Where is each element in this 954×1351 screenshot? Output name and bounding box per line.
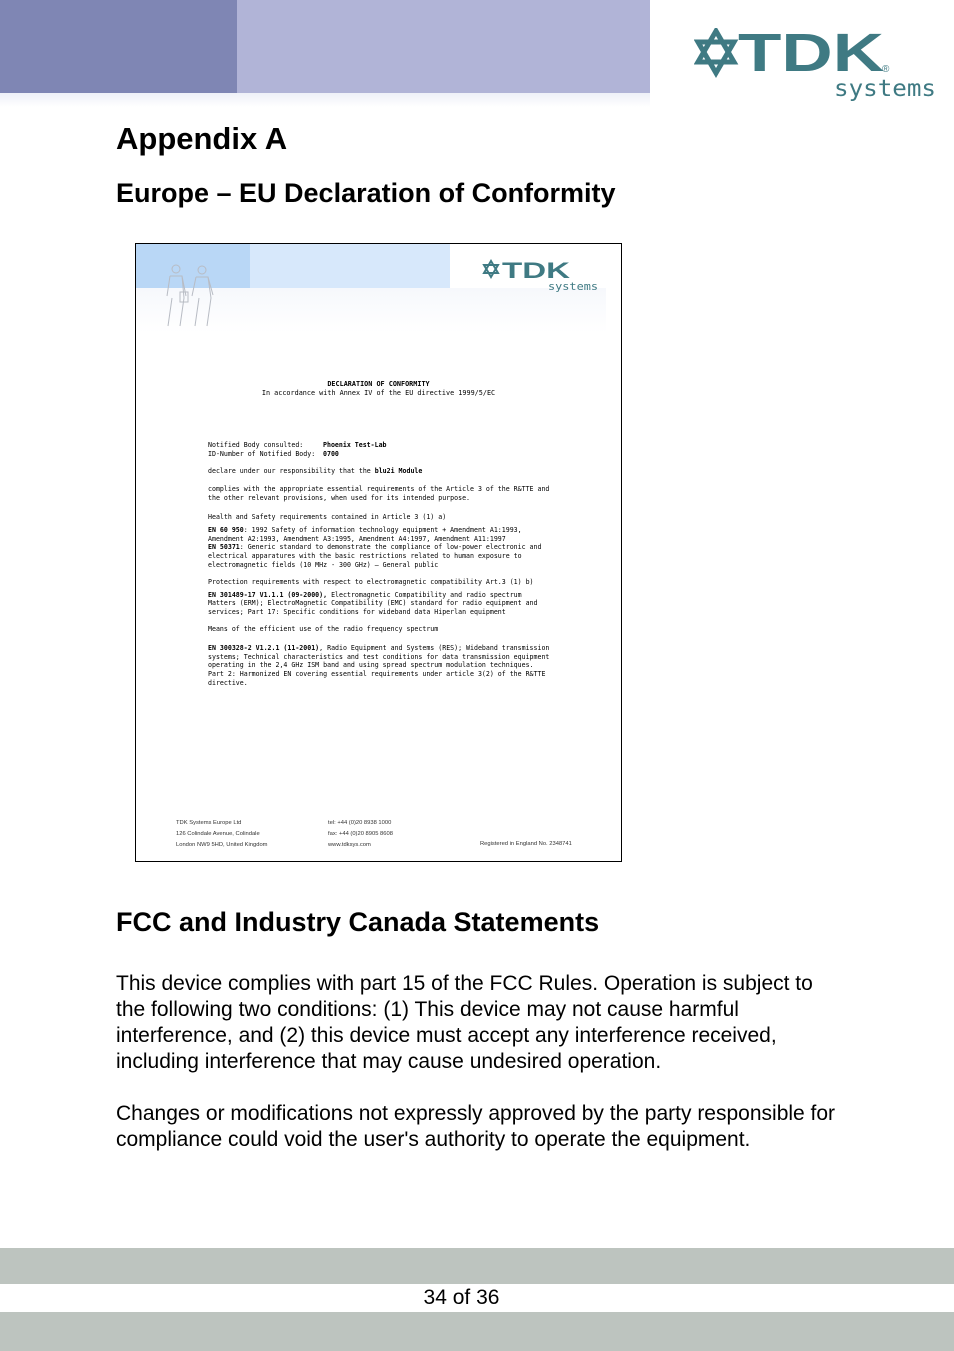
footer-fax: fax: +44 (0)20 8905 8608: [328, 830, 393, 837]
en60950-text: : 1992 Safety of information technology equipment + Amendment A1:1993, Amendment A2:1993, Amendment A3:1995, Amendment A4:1997, Amendment A11:1997: [208, 525, 522, 543]
id-number-label: ID-Number of Notified Body:: [208, 449, 316, 458]
en301489-item: [208, 591, 553, 617]
page-number: 34 of 36: [423, 1286, 500, 1309]
footer-band-bottom: [0, 1312, 954, 1351]
en301489-text: Electromagnetic Compatibility and radio spectrum Matters (ERM); ElectroMagnetic Compatibility (EMC) standard for radio equipment and services; Part 17: Specific conditions for wideband data Hiperlan equipment: [208, 590, 538, 617]
footer-web: www.tdksys.com: [328, 841, 371, 848]
declare-prefix: declare under our responsibility that the: [208, 466, 375, 475]
en300328-text: , Radio Equipment and Systems (RES); Wideband transmission systems; Technical characteristics and test conditions for data transmission equipment operating in the 2,4 GHz ISM band and using spread spectrum modulation techniques. Part 2: Harmonized EN covering essential requirements under article 3(2) of the R&TTE directive.: [208, 643, 550, 687]
header-fade: [0, 93, 650, 107]
en300328-item: [208, 644, 553, 688]
footer-registered: Registered in England No. 2348741: [480, 841, 572, 847]
notified-body-label: Notified Body consulted:: [208, 441, 304, 449]
tdk-logo: [694, 28, 939, 103]
protection-heading: Protection requirements with respect to electromagnetic compatibility Art.3 (1) b): [208, 577, 534, 586]
footer-company: TDK Systems Europe Ltd: [176, 820, 242, 826]
complies-text: complies with the appropriate essential requirements of the Article 3 of the R&TTE and the other relevant provisions, when used for its intended purpose.: [208, 485, 550, 503]
footer-band-top: [0, 1248, 954, 1284]
appendix-title: Appendix A: [116, 121, 288, 156]
id-number-value: 0700: [323, 449, 339, 458]
declaration-header-band-light: [250, 244, 450, 288]
en60950-code: EN 60 950: [208, 525, 244, 534]
declaration-footer-contact: [328, 818, 393, 850]
en50371-text: : Generic standard to demonstrate the compliance of low-power electronic and electrical apparatures with the basic restrictions related to human exposure to electromagnetic fields (10 MHz - 300 GHz) – General public: [208, 543, 542, 569]
declaration-tdk-logo: [481, 258, 606, 303]
id-number-row: [208, 450, 553, 459]
fcc-paragraph-1: This device complies with part 15 of the FCC Rules. Operation is subject to the following two conditions: (1) This device may not cause harmful interference, and (2) this device must accept any interference received, including interference that may cause undesired operation.: [116, 972, 813, 1073]
tdk-star-icon: [698, 31, 734, 73]
section-fcc-title: FCC and Industry Canada Statements: [116, 907, 600, 937]
header-band-dark: [0, 0, 237, 93]
header-band-light: [237, 0, 650, 93]
en300328-code: EN 300328-2 V1.2.1 (11-2001): [208, 643, 320, 652]
en50371-item: [208, 543, 553, 569]
footer-address-line2: London NW9 5HD, United Kingdom: [176, 841, 268, 848]
footer-tel: tel: +44 (0)20 8938 1000: [328, 820, 392, 826]
declaration-body: [208, 441, 553, 696]
tdk-logo-subtext: systems: [834, 76, 936, 102]
tdk-logo-text: TDK: [738, 28, 884, 83]
en60950-item: [208, 526, 553, 544]
health-heading: Health and Safety requirements contained in Article 3 (1) a): [208, 512, 447, 521]
declare-product: blu2i Module: [374, 466, 423, 475]
people-silhouette-icon: [162, 262, 218, 333]
notified-body-row: [208, 441, 553, 450]
means-heading: Means of the efficient use of the radio frequency spectrum: [208, 624, 439, 633]
declaration-of-conformity-image: [135, 243, 622, 862]
en301489-code: EN 301489-17 V1.1.1 (09-2000),: [208, 590, 328, 599]
en50371-code: EN 50371: [208, 543, 240, 552]
declaration-logo-subtext: systems: [548, 280, 598, 293]
notified-body-value: Phoenix Test-Lab: [323, 441, 387, 449]
declaration-subtitle: In accordance with Annex IV of the EU directive 1999/5/EC: [261, 389, 496, 397]
footer-address-line1: 126 Colindale Avenue, Colindale: [176, 830, 260, 837]
declare-statement: [208, 467, 553, 476]
declaration-title: DECLARATION OF CONFORMITY: [327, 380, 430, 388]
declaration-tdk-star-icon: [484, 261, 498, 277]
section-eu-title: Europe – EU Declaration of Conformity: [116, 178, 616, 208]
registered-mark: ®: [882, 64, 890, 75]
declaration-footer-address: [176, 818, 268, 850]
declaration-logo-text: TDK: [502, 258, 571, 283]
fcc-paragraph-2: Changes or modifications not expressly approved by the party responsible for compliance could void the user's authority to operate the equipment.: [116, 1102, 836, 1151]
